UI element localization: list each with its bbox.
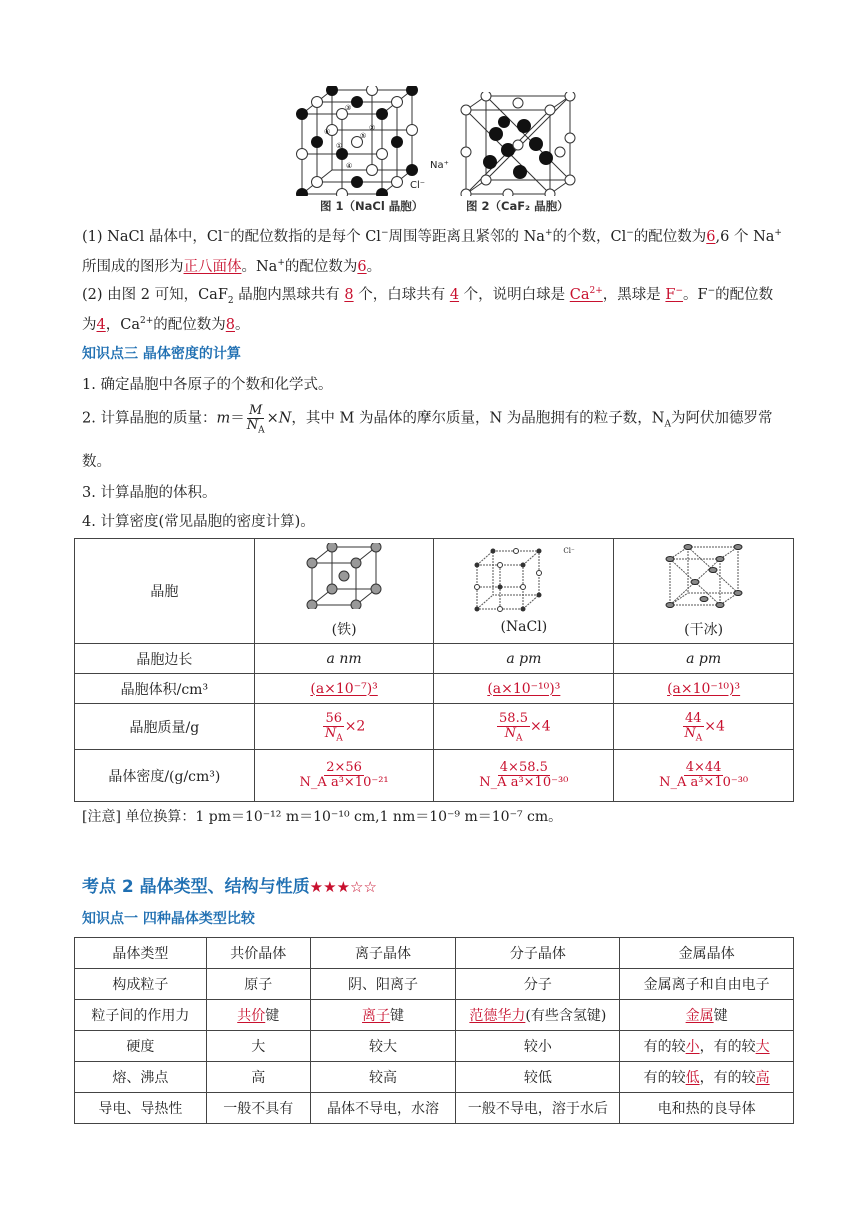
answer: 离子 (362, 1008, 391, 1024)
text: 的个数，Cl (552, 229, 627, 245)
figure2-caption: 图 2（CaF₂ 晶胞） (466, 199, 569, 213)
table-cell: 一般不导电，溶于水后 (456, 1093, 620, 1124)
mass-fraction: $\frac{56}{N_A}$ (324, 711, 343, 744)
na-label: Na⁺ (430, 160, 449, 171)
text: ，Ca (105, 317, 140, 333)
paragraph-caf2: (2) 由图 2 可知，CaF$_2$ 晶胞内黑球共有 8 个，白球共有 4 个，说明白球是 $Ca^{2+}$，黑球是 F−。F−的配位数 为4，$Ca^{2+}$的配位数为8。 (82, 286, 774, 333)
text: 晶胞内黑球共有 (238, 287, 340, 303)
paragraph-nacl: (1) NaCl 晶体中，Cl−的配位数指的是每个 Cl−周围等距离且紧邻的 Na+的个数，Cl−的配位数为6,6 个 Na+ 所围成的图形为正八面体。Na+的配位数为6。 (82, 228, 782, 275)
text: 的配位数指的是每个 Cl (230, 229, 381, 245)
nacl-small-icon (471, 547, 561, 613)
mass-cell (434, 704, 614, 750)
density-fraction (477, 761, 570, 790)
table-cell: 阴、阳离子 (310, 969, 456, 1000)
edge-cell: a nm (254, 644, 434, 674)
header-cell: 离子晶体 (310, 938, 456, 969)
answer: 共价 (237, 1008, 266, 1024)
row-label: 晶胞 (75, 539, 255, 644)
text: 为 (82, 317, 97, 333)
text: (有些含氢键) (525, 1008, 607, 1024)
header-cell: 分子晶体 (456, 938, 620, 969)
svg-text:①: ① (336, 142, 343, 150)
answer: 小 (685, 1039, 700, 1055)
table-cell: 较大 (310, 1031, 456, 1062)
crystal-name: (NaCl) (500, 619, 548, 635)
nacl-cl-label: Cl⁻ (563, 547, 575, 555)
crystal-compare-table (74, 937, 794, 1124)
text: 有的较 (643, 1039, 686, 1055)
text: ,6 个 Na (715, 229, 775, 245)
numerator: 56 (325, 711, 343, 726)
text: 键 (265, 1008, 280, 1024)
header-cell: 共价晶体 (206, 938, 310, 969)
cell-iron (254, 539, 434, 644)
answer-text: Ca (569, 287, 590, 303)
row-label: 晶体密度/(g/cm³) (75, 750, 255, 802)
table-cell (620, 1062, 794, 1093)
density-cell (614, 750, 794, 802)
text: 。F (683, 287, 708, 303)
svg-text:③: ③ (345, 104, 352, 112)
table-cell: 分子 (456, 969, 620, 1000)
mass-fraction: $\frac{44}{N_A}$ (684, 711, 703, 744)
step-3: 3. 计算晶胞的体积。 (82, 485, 217, 501)
density-cell (254, 750, 434, 802)
step-4: 4. 计算密度(常见晶胞的密度计算)。 (82, 514, 315, 530)
header-cell: 晶体类型 (75, 938, 207, 969)
answer: 4 (449, 287, 460, 303)
text: 所围成的图形为 (82, 259, 184, 275)
answer: 大 (755, 1039, 770, 1055)
volume-cell: (a×10⁻⁷)³ (254, 674, 434, 704)
row-label: 构成粒子 (75, 969, 207, 1000)
header-cell: 金属晶体 (620, 938, 794, 969)
section-title-density: 知识点三 晶体密度的计算 (82, 346, 241, 362)
text: ，其中 M 为晶体的摩尔质量，N 为晶胞拥有的粒子数，N (291, 410, 665, 427)
answer: F− (665, 286, 684, 303)
step-1: 1. 确定晶胞中各原子的个数和化学式。 (82, 377, 333, 393)
svg-text:②: ② (369, 124, 376, 132)
table-cell: 晶体不导电，水溶 (310, 1093, 456, 1124)
crystal-name: (干冰) (684, 622, 724, 638)
text: 2. 计算晶胞的质量： (82, 410, 217, 427)
row-label: 导电、导热性 (75, 1093, 207, 1124)
svg-text:④: ④ (346, 162, 353, 170)
text: ，有的较 (699, 1039, 756, 1055)
edge-cell: a pm (614, 644, 794, 674)
answer: 8 (225, 317, 235, 333)
answer: $Ca^{2+}$ (569, 286, 603, 303)
answer: 4 (96, 317, 106, 333)
edge-cell: a pm (434, 644, 614, 674)
figure1-caption: 图 1（NaCl 晶胞） (320, 199, 424, 213)
text: 的配位数为 (284, 259, 358, 275)
row-label: 硬度 (75, 1031, 207, 1062)
density-fraction (657, 761, 750, 790)
step-2-cont: 数。 (82, 454, 111, 470)
row-label: 晶胞体积/cm³ (75, 674, 255, 704)
numerator: 2×56 (326, 760, 362, 775)
multiplier: ×4 (704, 718, 725, 735)
density-cell (434, 750, 614, 802)
svg-text:⑥: ⑥ (324, 128, 331, 136)
text: 的配位数 (715, 287, 774, 303)
text: 周围等距离且紧邻的 Na (388, 229, 545, 245)
table-cell: 金属离子和自由电子 (620, 969, 794, 1000)
mass-cell (614, 704, 794, 750)
text: 个，白球共有 (358, 287, 446, 303)
table-cell: 一般不具有 (206, 1093, 310, 1124)
table-cell (206, 1000, 310, 1031)
multiplier: ×4 (529, 718, 551, 735)
density-fraction (298, 761, 391, 790)
denominator: N_A a³×10⁻²¹ (299, 775, 389, 790)
table-cell (620, 1031, 794, 1062)
numerator: 4×58.5 (499, 760, 548, 775)
text: (1) NaCl 晶体中，Cl (82, 229, 223, 245)
text: 键 (713, 1008, 728, 1024)
answer: 高 (755, 1070, 770, 1086)
cell-nacl (434, 539, 614, 644)
figure-caf2 (460, 92, 576, 196)
answer-text: F (665, 287, 676, 303)
text: 个，说明白球是 (463, 287, 566, 303)
iron-cell-icon (304, 543, 384, 609)
table-cell: 原子 (206, 969, 310, 1000)
text: 的配位数为 (633, 229, 707, 245)
exam-point-title (82, 872, 377, 897)
section-title-compare: 知识点一 四种晶体类型比较 (82, 911, 255, 927)
volume-cell: (a×10⁻¹⁰)³ (434, 674, 614, 704)
numerator: 58.5 (499, 711, 528, 726)
answer: 6 (357, 259, 367, 275)
table-cell (310, 1000, 456, 1031)
text: 。 (366, 259, 382, 275)
table-cell: 大 (206, 1031, 310, 1062)
dry-ice-cell-icon (664, 543, 744, 609)
answer: 8 (344, 287, 354, 303)
answer: 范德华力 (469, 1008, 526, 1024)
text: 键 (390, 1008, 405, 1024)
volume-cell: (a×10⁻¹⁰)³ (614, 674, 794, 704)
table-cell: 较高 (310, 1062, 456, 1093)
table-cell (620, 1000, 794, 1031)
text: 有的较 (643, 1070, 686, 1086)
text: (2) 由图 2 可知，CaF (82, 287, 228, 303)
text: 的配位数为 (153, 317, 226, 333)
numerator: 4×44 (685, 760, 722, 775)
text: 为阿伏加德罗常 (670, 410, 773, 427)
answer: 正八面体 (183, 259, 242, 275)
caf2-cell-drawing (460, 92, 576, 196)
crystal-name: (铁) (331, 622, 357, 638)
multiplier: ×2 (344, 718, 366, 735)
row-label: 熔、沸点 (75, 1062, 207, 1093)
mass-fraction: $\frac{58.5}{N_A}$ (499, 711, 528, 744)
svg-text:⑤: ⑤ (360, 132, 367, 140)
answer: 6 (706, 229, 716, 245)
mass-cell (254, 704, 434, 750)
denominator: N_A a³×10⁻³⁰ (479, 775, 569, 790)
unit-note: [注意] 单位换算：1 pm＝10⁻¹² m＝10⁻¹⁰ cm,1 nm＝10⁻⁹ m＝10⁻⁷ cm。 (82, 809, 563, 825)
table-cell: 较小 (456, 1031, 620, 1062)
cell-dry-ice (614, 539, 794, 644)
table-cell: 高 (206, 1062, 310, 1093)
mass-formula: $\frac{M}{N_A}$ (246, 403, 265, 436)
denominator: N_A a³×10⁻³⁰ (659, 775, 749, 790)
density-table (74, 538, 794, 802)
answer: 金属 (685, 1008, 714, 1024)
row-label: 粒子间的作用力 (75, 1000, 207, 1031)
table-cell: 电和热的良导体 (620, 1093, 794, 1124)
text: 。Na (241, 259, 278, 275)
numerator: 44 (685, 711, 702, 726)
table-cell: 较低 (456, 1062, 620, 1093)
row-label: 晶胞边长 (75, 644, 255, 674)
answer: 低 (685, 1070, 700, 1086)
cl-label: Cl⁻ (410, 180, 426, 191)
text: 。 (235, 317, 250, 333)
step-2: 2. 计算晶胞的质量：m＝ $\frac{M}{N_A}$ ×N，其中 M 为晶体的摩尔质量，N 为晶胞拥有的粒子数，$N_A$为阿伏加德罗常 (82, 403, 773, 436)
text: ，有的较 (699, 1070, 756, 1086)
star-rating: ★★★☆☆ (309, 878, 377, 896)
table-cell (456, 1000, 620, 1031)
row-label: 晶胞质量/g (75, 704, 255, 750)
exam-point-text: 考点 2 晶体类型、结构与性质 (82, 877, 310, 897)
text: ，黑球是 (602, 287, 661, 303)
